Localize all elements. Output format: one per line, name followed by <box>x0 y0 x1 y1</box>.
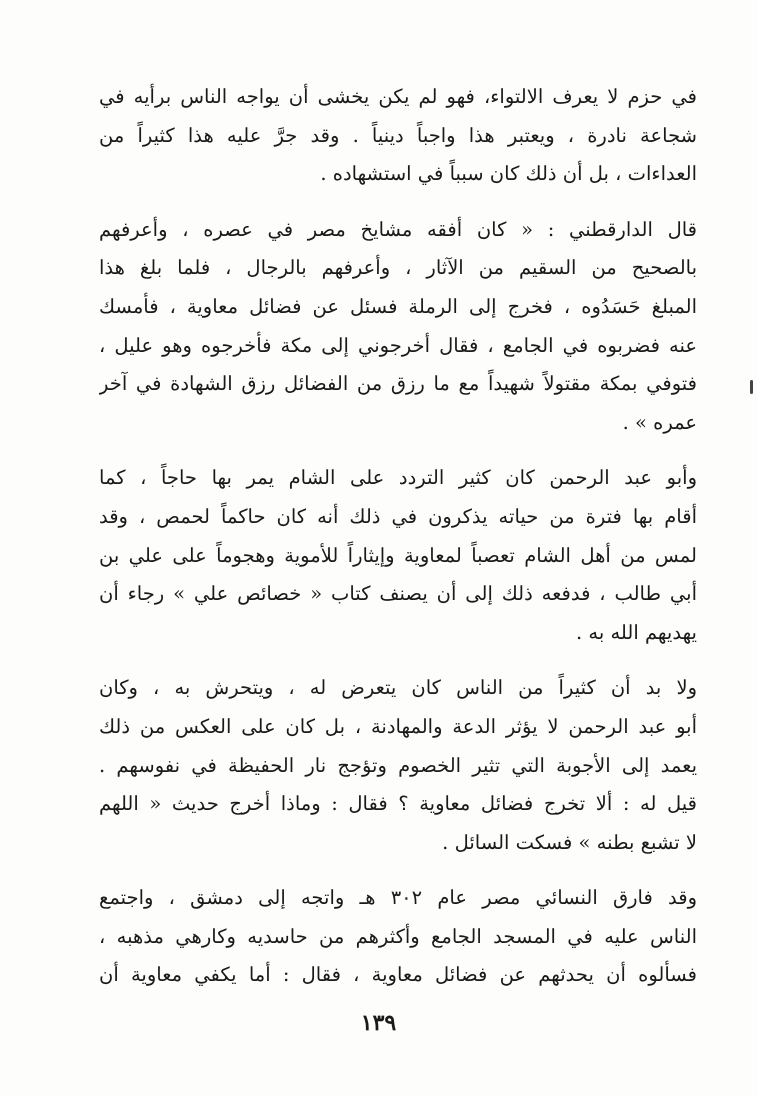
text-line: شجاعة نادرة ، ويعتبر هذا واجباً دينياً . وقد جرَّ عليه هذا كثيراً من <box>99 123 697 147</box>
text-line: ولا بد أن كثيراً من الناس كان يتعرض له ، ويتحرش به ، وكان <box>99 676 697 700</box>
text-line: يهديهم الله به . <box>576 620 697 644</box>
text-line: لمس من أهل الشام تعصباً لمعاوية وإيثاراً للأموية وهجوماً على علي بن <box>99 543 697 567</box>
paragraph-1 <box>99 78 697 194</box>
paragraph-4 <box>99 669 697 862</box>
text-line: فتوفي بمكة مقتولاً شهيداً مع ما رزق من الفضائل رزق الشهادة في آخر <box>99 372 697 396</box>
text-line: المبلغ حَسَدُوه ، فخرج إلى الرملة فسئل عن فضائل معاوية ، فأمسك <box>99 294 697 318</box>
text-line: الناس عليه في المسجد الجامع وأكثرهم من حاسديه وكارهي مذهبه ، <box>99 924 697 948</box>
paragraph-5 <box>99 879 697 995</box>
text-line: وأبو عبد الرحمن كان كثير التردد على الشام يمر بها حاجاً ، كما <box>99 466 697 490</box>
scan-mark <box>750 380 753 394</box>
text-line: يعمد إلى الأجوبة التي تثير الخصوم وتؤجج نار الحفيظة في نفوسهم . <box>99 753 697 777</box>
text-line: أبي طالب ، فدفعه ذلك إلى أن يصنف كتاب « خصائص علي » رجاء أن <box>99 582 697 606</box>
paragraph-2 <box>99 211 697 443</box>
text-line: أقام بها فترة من حياته يذكرون في ذلك أنه كان حاكماً لحمص ، وقد <box>99 504 697 528</box>
text-line: قال الدارقطني : « كان أفقه مشايخ مصر في عصره ، وأعرفهم <box>99 217 697 241</box>
page-number: ١٣٩ <box>360 1010 397 1036</box>
text-line: لا تشبع بطنه » فسكت السائل . <box>442 830 697 854</box>
text-line: بالصحيح من السقيم من الآثار ، وأعرفهم بالرجال ، فلما بلغ هذا <box>99 256 697 280</box>
text-line: عمره » . <box>622 410 697 434</box>
paragraph-3 <box>99 459 697 652</box>
text-line: في حزم لا يعرف الالتواء، فهو لم يكن يخشى أن يواجه الناس برأيه في <box>99 85 697 108</box>
text-line: فسألوه أن يحدثهم عن فضائل معاوية ، فقال : أما يكفي معاوية أن <box>99 963 697 987</box>
text-line: عنه فضربوه في الجامع ، فقال أخرجوني إلى مكة فأخرجوه وهو عليل ، <box>99 333 697 357</box>
text-line: قيل له : ألا تخرج فضائل معاوية ؟ فقال : وماذا أخرج حديث « اللهم <box>99 792 697 816</box>
body-text <box>99 78 697 995</box>
text-line: أبو عبد الرحمن لا يؤثر الدعة والمهادنة ، بل كان على العكس من ذلك <box>99 714 697 738</box>
text-line: العداءات ، بل أن ذلك كان سبباً في استشهاده . <box>320 162 697 186</box>
text-line: وقد فارق النسائي مصر عام ٣٠٢ هـ واتجه إلى دمشق ، واجتمع <box>99 886 697 910</box>
